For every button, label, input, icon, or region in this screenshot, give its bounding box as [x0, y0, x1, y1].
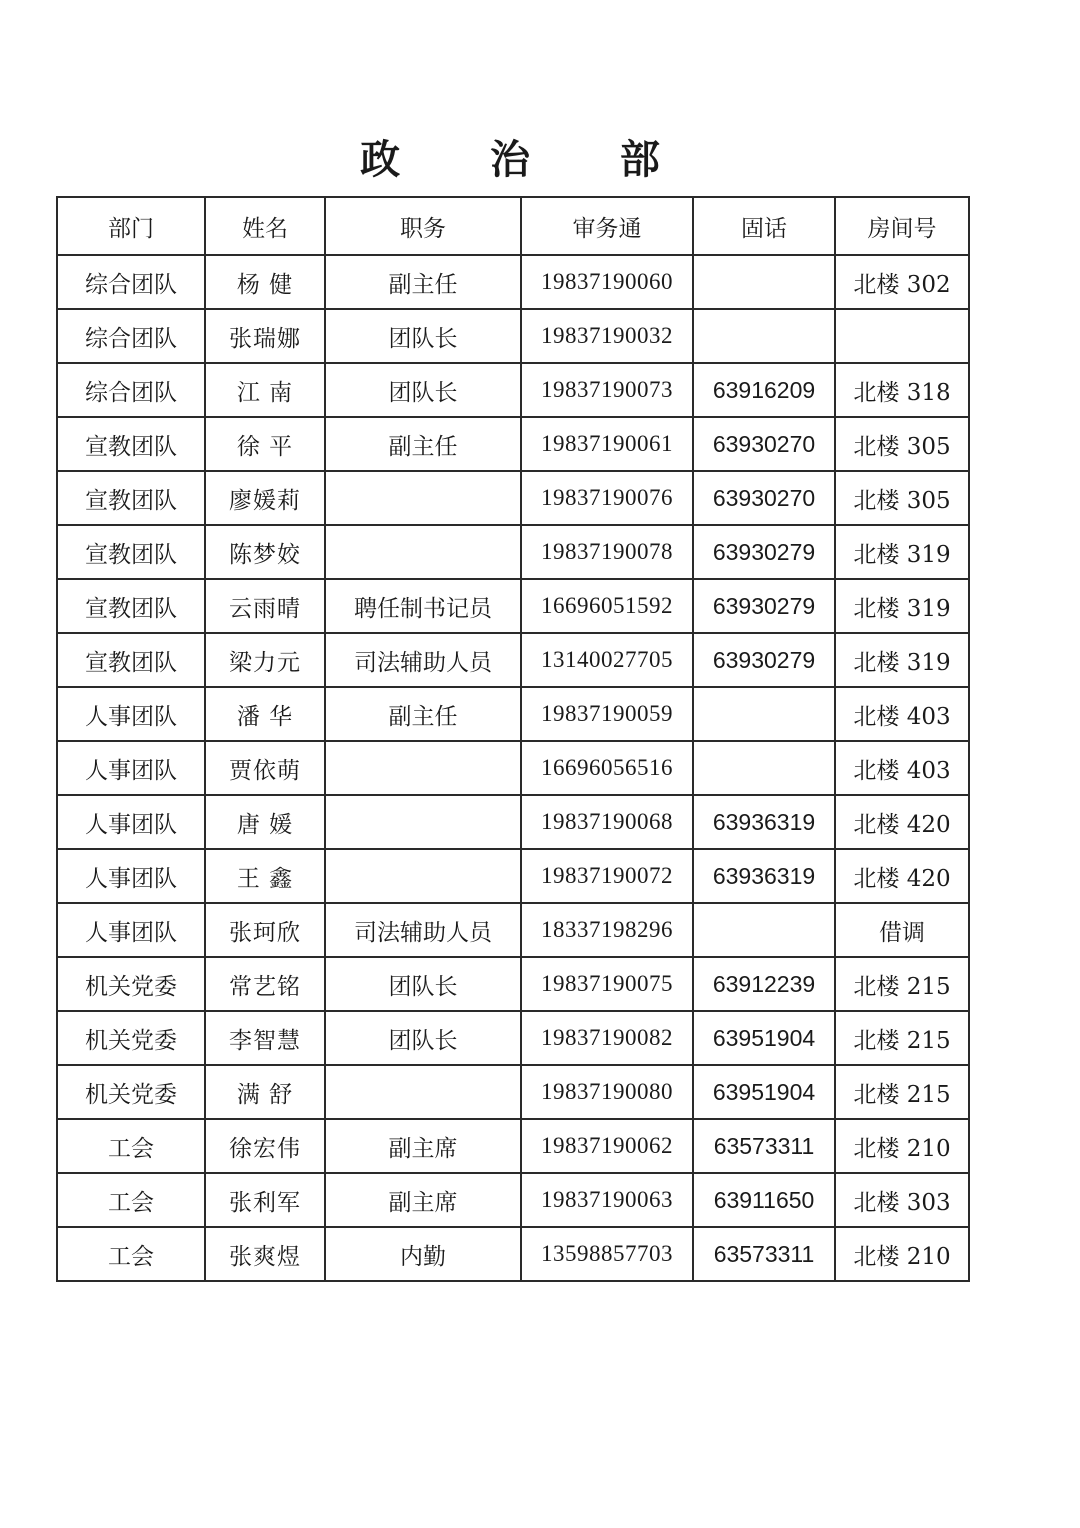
table-row [57, 633, 969, 687]
cell-phone [693, 687, 835, 741]
table-row [57, 525, 969, 579]
cell-name: 张利军 [205, 1173, 325, 1227]
cell-role [325, 849, 521, 903]
cell-room: 北楼 420 [835, 795, 969, 849]
table-header [57, 197, 969, 255]
table-row [57, 1173, 969, 1227]
cell-name: 张珂欣 [205, 903, 325, 957]
cell-phone: 63916209 [693, 363, 835, 417]
cell-name: 徐宏伟 [205, 1119, 325, 1173]
cell-role [325, 471, 521, 525]
cell-dept: 宣教团队 [57, 525, 205, 579]
cell-room: 北楼 305 [835, 417, 969, 471]
cell-role [325, 795, 521, 849]
cell-phone: 63936319 [693, 849, 835, 903]
header-room: 房间号 [835, 197, 969, 255]
cell-room: 北楼 319 [835, 579, 969, 633]
cell-mobile: 19837190076 [521, 471, 693, 525]
cell-dept: 机关党委 [57, 1011, 205, 1065]
cell-name: 徐 平 [205, 417, 325, 471]
cell-dept: 宣教团队 [57, 579, 205, 633]
cell-room: 借调 [835, 903, 969, 957]
header-role: 职务 [325, 197, 521, 255]
header-row [57, 197, 969, 255]
cell-mobile: 13598857703 [521, 1227, 693, 1281]
cell-phone [693, 903, 835, 957]
cell-name: 贾依萌 [205, 741, 325, 795]
cell-role: 副主席 [325, 1173, 521, 1227]
cell-phone: 63573311 [693, 1119, 835, 1173]
cell-name: 张瑞娜 [205, 309, 325, 363]
cell-dept: 宣教团队 [57, 417, 205, 471]
cell-mobile: 19837190073 [521, 363, 693, 417]
table-row [57, 579, 969, 633]
cell-role [325, 525, 521, 579]
cell-role: 副主任 [325, 417, 521, 471]
cell-mobile: 19837190062 [521, 1119, 693, 1173]
table-row [57, 849, 969, 903]
cell-room: 北楼 319 [835, 633, 969, 687]
cell-mobile: 19837190082 [521, 1011, 693, 1065]
cell-dept: 工会 [57, 1119, 205, 1173]
table-row [57, 1065, 969, 1119]
cell-phone: 63930279 [693, 579, 835, 633]
cell-phone: 63573311 [693, 1227, 835, 1281]
cell-phone: 63912239 [693, 957, 835, 1011]
cell-name: 杨 健 [205, 255, 325, 309]
cell-name: 常艺铭 [205, 957, 325, 1011]
cell-dept: 综合团队 [57, 309, 205, 363]
cell-role: 司法辅助人员 [325, 903, 521, 957]
cell-name: 云雨晴 [205, 579, 325, 633]
cell-phone: 63951904 [693, 1011, 835, 1065]
table-row [57, 687, 969, 741]
cell-room: 北楼 318 [835, 363, 969, 417]
page-title: 政 治 部 [360, 136, 698, 183]
cell-dept: 工会 [57, 1173, 205, 1227]
cell-room: 北楼 403 [835, 687, 969, 741]
cell-room: 北楼 303 [835, 1173, 969, 1227]
cell-mobile: 19837190032 [521, 309, 693, 363]
cell-name: 梁力元 [205, 633, 325, 687]
cell-mobile: 18337198296 [521, 903, 693, 957]
cell-name: 张爽煜 [205, 1227, 325, 1281]
cell-mobile: 16696051592 [521, 579, 693, 633]
cell-role: 内勤 [325, 1227, 521, 1281]
cell-role: 副主任 [325, 255, 521, 309]
table-row [57, 309, 969, 363]
cell-name: 廖媛莉 [205, 471, 325, 525]
cell-phone: 63930270 [693, 417, 835, 471]
cell-role: 聘任制书记员 [325, 579, 521, 633]
cell-mobile: 19837190061 [521, 417, 693, 471]
cell-role: 团队长 [325, 363, 521, 417]
cell-mobile: 13140027705 [521, 633, 693, 687]
cell-phone: 63930270 [693, 471, 835, 525]
cell-room: 北楼 215 [835, 1011, 969, 1065]
cell-role: 副主任 [325, 687, 521, 741]
table-row [57, 1011, 969, 1065]
cell-role [325, 741, 521, 795]
cell-mobile: 19837190060 [521, 255, 693, 309]
cell-phone: 63930279 [693, 633, 835, 687]
table-row [57, 1227, 969, 1281]
cell-room: 北楼 210 [835, 1119, 969, 1173]
table-row [57, 417, 969, 471]
header-phone: 固话 [693, 197, 835, 255]
cell-room: 北楼 420 [835, 849, 969, 903]
cell-room: 北楼 302 [835, 255, 969, 309]
cell-mobile: 19837190063 [521, 1173, 693, 1227]
cell-name: 李智慧 [205, 1011, 325, 1065]
cell-room: 北楼 215 [835, 1065, 969, 1119]
table-row [57, 903, 969, 957]
cell-dept: 机关党委 [57, 1065, 205, 1119]
cell-dept: 人事团队 [57, 687, 205, 741]
cell-role [325, 1065, 521, 1119]
cell-name: 王 鑫 [205, 849, 325, 903]
contact-table [56, 196, 970, 1282]
table-row [57, 795, 969, 849]
cell-mobile: 16696056516 [521, 741, 693, 795]
cell-phone: 63930279 [693, 525, 835, 579]
cell-dept: 人事团队 [57, 849, 205, 903]
cell-mobile: 19837190072 [521, 849, 693, 903]
cell-dept: 人事团队 [57, 903, 205, 957]
cell-phone [693, 741, 835, 795]
cell-phone: 63936319 [693, 795, 835, 849]
cell-dept: 人事团队 [57, 795, 205, 849]
cell-mobile: 19837190080 [521, 1065, 693, 1119]
table-row [57, 363, 969, 417]
header-name: 姓名 [205, 197, 325, 255]
table-body [57, 255, 969, 1281]
cell-phone [693, 309, 835, 363]
cell-dept: 宣教团队 [57, 633, 205, 687]
cell-room: 北楼 210 [835, 1227, 969, 1281]
cell-mobile: 19837190059 [521, 687, 693, 741]
cell-name: 满 舒 [205, 1065, 325, 1119]
header-dept: 部门 [57, 197, 205, 255]
cell-name: 陈梦姣 [205, 525, 325, 579]
table-row [57, 255, 969, 309]
cell-dept: 人事团队 [57, 741, 205, 795]
cell-room: 北楼 319 [835, 525, 969, 579]
cell-role: 团队长 [325, 309, 521, 363]
table-row [57, 957, 969, 1011]
table-row [57, 471, 969, 525]
cell-name: 江 南 [205, 363, 325, 417]
cell-dept: 工会 [57, 1227, 205, 1281]
cell-role: 司法辅助人员 [325, 633, 521, 687]
cell-room: 北楼 215 [835, 957, 969, 1011]
cell-dept: 综合团队 [57, 255, 205, 309]
cell-mobile: 19837190078 [521, 525, 693, 579]
table-row [57, 1119, 969, 1173]
header-mobile: 审务通 [521, 197, 693, 255]
cell-dept: 综合团队 [57, 363, 205, 417]
cell-room: 北楼 403 [835, 741, 969, 795]
cell-name: 潘 华 [205, 687, 325, 741]
cell-phone: 63911650 [693, 1173, 835, 1227]
cell-name: 唐 媛 [205, 795, 325, 849]
cell-phone [693, 255, 835, 309]
cell-mobile: 19837190075 [521, 957, 693, 1011]
cell-room: 北楼 305 [835, 471, 969, 525]
cell-role: 副主席 [325, 1119, 521, 1173]
cell-mobile: 19837190068 [521, 795, 693, 849]
table-row [57, 741, 969, 795]
cell-dept: 宣教团队 [57, 471, 205, 525]
cell-dept: 机关党委 [57, 957, 205, 1011]
cell-role: 团队长 [325, 1011, 521, 1065]
cell-phone: 63951904 [693, 1065, 835, 1119]
cell-room [835, 309, 969, 363]
cell-role: 团队长 [325, 957, 521, 1011]
